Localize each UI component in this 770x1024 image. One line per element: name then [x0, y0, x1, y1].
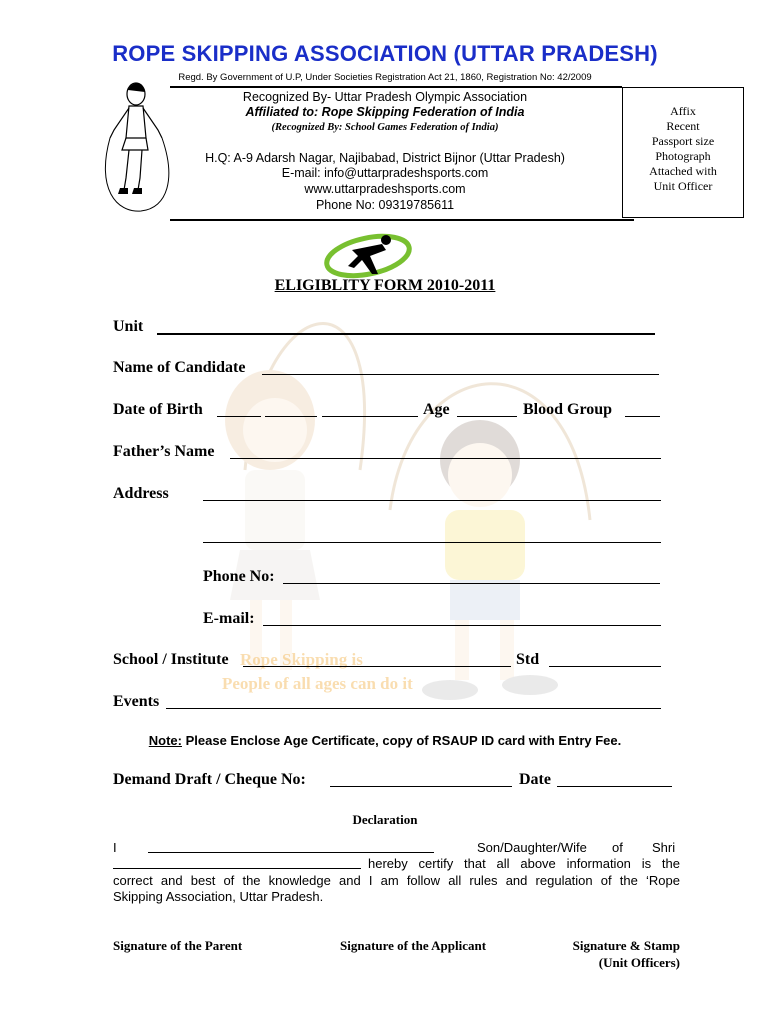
email-label: E-mail:: [203, 610, 255, 627]
father-name-field[interactable]: [230, 443, 661, 459]
declaration-relation: Son/Daughter/Wife: [477, 840, 587, 855]
parent-signature-label: Signature of the Parent: [113, 938, 243, 953]
events-field[interactable]: [166, 693, 661, 709]
stamp-signature-label: Signature & Stamp: [572, 938, 680, 953]
photo-box-line: Affix: [670, 104, 696, 118]
watermark-text-2: People of all ages can do it: [222, 674, 413, 693]
std-field[interactable]: [549, 651, 661, 667]
date-label: Date: [519, 771, 551, 788]
address-field-line-2[interactable]: [203, 527, 661, 543]
rope-skipper-logo: [96, 78, 176, 213]
dob-label: Date of Birth: [113, 401, 203, 418]
dob-year-field[interactable]: [322, 401, 418, 417]
declaration-line-3: correct and best of the knowledge and I am follow all rules and regulation of the ‘Rope: [113, 873, 680, 888]
demand-draft-field[interactable]: [330, 771, 512, 787]
candidate-name-label: Name of Candidate: [113, 359, 246, 376]
photo-box-line: Recent: [666, 119, 700, 133]
demand-draft-label: Demand Draft / Cheque No:: [113, 771, 306, 788]
father-name-label: Father’s Name: [113, 443, 215, 460]
hq-address: H.Q: A-9 Adarsh Nagar, Najibabad, District Bijnor (Uttar Pradesh): [205, 151, 565, 165]
form-title: ELIGIBLITY FORM 2010-2011: [274, 277, 496, 294]
declaration-line-4: Skipping Association, Uttar Pradesh.: [113, 889, 324, 904]
unit-label: Unit: [113, 318, 144, 335]
header-rule-bottom: [170, 219, 634, 221]
phone-field[interactable]: [283, 568, 660, 584]
declaration-line-2: hereby certify that all above information is the: [368, 856, 680, 871]
photo-box-line: Passport size: [651, 134, 715, 148]
email-field[interactable]: [263, 610, 661, 626]
std-label: Std: [516, 651, 540, 668]
passport-photo-box: [622, 87, 744, 218]
address-field-line-1[interactable]: [203, 485, 661, 501]
dob-month-field[interactable]: [265, 401, 317, 417]
declaration-shri: Shri: [652, 840, 676, 855]
note-label: Note:: [148, 733, 182, 748]
registration-line: Regd. By Government of U.P, Under Societies Registration Act 21, 1860, Registration No: 42/2009: [178, 72, 592, 83]
guardian-name-field[interactable]: [113, 854, 361, 869]
declaration-title: Declaration: [352, 812, 418, 827]
school-label: School / Institute: [113, 651, 229, 668]
address-label: Address: [113, 485, 169, 502]
phone-number: Phone No: 09319785611: [315, 198, 455, 212]
recognized-school-games: (Recognized By: School Games Federation of India): [271, 122, 499, 133]
photo-box-line: Unit Officer: [653, 179, 713, 193]
dob-day-field[interactable]: [217, 401, 261, 417]
recognized-by: Recognized By- Uttar Pradesh Olympic Association: [242, 90, 528, 104]
school-field[interactable]: [243, 651, 511, 667]
header-rule-top: [170, 86, 622, 88]
org-title: ROPE SKIPPING ASSOCIATION (UTTAR PRADESH): [112, 41, 658, 66]
date-field[interactable]: [557, 771, 672, 787]
note-text: Please Enclose Age Certificate, copy of RSAUP ID card with Entry Fee.: [181, 733, 622, 748]
declaration-of: of: [612, 840, 623, 855]
watermark-text-1: Rope Skipping is: [240, 650, 363, 669]
photo-box-line: Photograph: [655, 149, 711, 163]
unit-officers-label: (Unit Officers): [598, 955, 680, 970]
website: www.uttarpradeshsports.com: [304, 182, 466, 196]
candidate-name-field[interactable]: [262, 359, 659, 375]
declarant-name-field[interactable]: [148, 838, 434, 853]
affiliated-to: Affiliated to: Rope Skipping Federation of India: [245, 105, 525, 119]
phone-label: Phone No:: [203, 568, 275, 585]
events-label: Events: [113, 693, 160, 710]
age-label: Age: [423, 401, 450, 418]
photo-box-line: Attached with: [649, 164, 717, 178]
blood-group-label: Blood Group: [523, 401, 613, 418]
note: [0, 733, 770, 748]
declaration-i: I: [113, 840, 117, 855]
age-field[interactable]: [457, 401, 517, 417]
unit-field[interactable]: [157, 318, 655, 335]
association-emblem: [322, 228, 414, 280]
blood-group-field[interactable]: [625, 401, 660, 417]
email-address: E-mail: info@uttarpradeshsports.com: [281, 166, 489, 180]
applicant-signature-label: Signature of the Applicant: [340, 938, 487, 953]
